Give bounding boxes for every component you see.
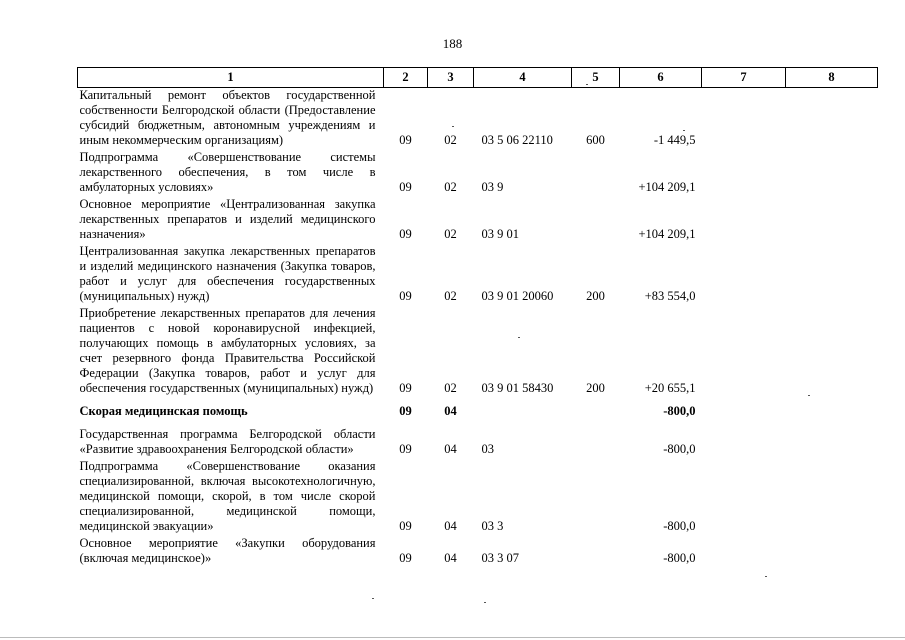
header-row — [78, 68, 878, 88]
scan-speck — [518, 337, 520, 338]
row-col7 — [702, 150, 786, 197]
row-subsection: 02 — [444, 289, 457, 303]
row-amount: +20 655,1 — [644, 381, 696, 395]
scan-speck — [484, 602, 486, 603]
scan-speck — [808, 395, 810, 396]
row-target-code: 03 — [481, 442, 494, 456]
table-row — [78, 197, 878, 244]
row-section: 09 — [399, 551, 412, 565]
row-subsection: 04 — [444, 404, 457, 418]
table-row — [78, 88, 878, 151]
row-subsection: 02 — [444, 381, 457, 395]
row-expense-type — [572, 197, 620, 244]
row-name: Капитальный ремонт объектов государственной собственности Белгородской области (Предоставление субсидий бюджетным, автономным учреждениям и иным некоммерческим организациям) — [79, 88, 376, 147]
row-col7 — [702, 459, 786, 536]
row-subsection: 04 — [444, 519, 457, 533]
scan-edge-line — [0, 637, 905, 638]
scan-speck — [452, 126, 454, 127]
row-col7 — [702, 197, 786, 244]
row-section: 09 — [399, 381, 412, 395]
col-header-4: 4 — [474, 68, 572, 88]
row-expense-type: 600 — [586, 133, 605, 147]
row-col8 — [786, 150, 878, 197]
row-target-code: 03 3 07 — [481, 551, 519, 565]
row-amount: +104 209,1 — [638, 180, 696, 194]
row-section: 09 — [399, 289, 412, 303]
scan-speck — [586, 84, 588, 85]
row-expense-type — [572, 459, 620, 536]
row-col7 — [702, 88, 786, 151]
row-col8 — [786, 197, 878, 244]
table-row-section-heading — [78, 398, 878, 421]
row-section: 09 — [399, 133, 412, 147]
col-header-5: 5 — [572, 68, 620, 88]
row-target-code: 03 3 — [481, 519, 504, 533]
row-target-code: 03 5 06 22110 — [481, 133, 553, 147]
row-col8 — [786, 536, 878, 568]
row-col8 — [786, 306, 878, 398]
table-row — [78, 306, 878, 398]
row-col7 — [702, 306, 786, 398]
row-col7 — [702, 398, 786, 421]
col-header-1: 1 — [78, 68, 384, 88]
row-amount: -800,0 — [663, 442, 696, 456]
row-section: 09 — [399, 227, 412, 241]
row-amount: -1 449,5 — [653, 133, 696, 147]
row-subsection: 02 — [444, 133, 457, 147]
row-name: Подпрограмма «Совершенствование оказания специализированной, включая высокотехнологичную, медицинской помощи, скорой, в том числе скорой специализированной, медицинской помощи, медицинской эвакуации» — [79, 459, 376, 533]
row-section: 09 — [399, 404, 412, 418]
row-section: 09 — [399, 519, 412, 533]
col-header-3: 3 — [428, 68, 474, 88]
scan-speck — [765, 576, 767, 577]
row-amount: -800,0 — [663, 404, 696, 418]
budget-table — [77, 67, 878, 568]
row-expense-type — [572, 150, 620, 197]
scan-speck — [372, 598, 374, 599]
row-name: Приобретение лекарственных препаратов для лечения пациентов с новой коронавирусной инфекцией, получающих помощь в амбулаторных условиях, за счет резервного фонда Правительства Российской Федерации (Закупка товаров, работ и услуг для обеспечения государственных (муниципальных) нужд) — [79, 306, 376, 395]
col-header-8: 8 — [786, 68, 878, 88]
row-name: Основное мероприятие «Централизованная закупка лекарственных препаратов и изделий медицинского назначения» — [79, 197, 376, 241]
row-col7 — [702, 536, 786, 568]
row-expense-type — [572, 421, 620, 459]
col-header-6: 6 — [620, 68, 702, 88]
row-expense-type: 200 — [586, 381, 605, 395]
row-name: Подпрограмма «Совершенствование системы лекарственного обеспечения, в том числе в амбулаторных условиях» — [79, 150, 376, 194]
row-col8 — [786, 244, 878, 306]
row-amount: +83 554,0 — [644, 289, 696, 303]
table-row — [78, 244, 878, 306]
row-name: Централизованная закупка лекарственных препаратов и изделий медицинского назначения (Закупка товаров, работ и услуг для обеспечения государственных (муниципальных) нужд) — [79, 244, 376, 303]
row-target-code — [474, 398, 572, 421]
row-subsection: 04 — [444, 442, 457, 456]
row-target-code: 03 9 01 58430 — [481, 381, 554, 395]
row-name: Основное мероприятие «Закупки оборудования (включая медицинское)» — [79, 536, 376, 565]
table-row — [78, 459, 878, 536]
row-section: 09 — [399, 442, 412, 456]
row-col8 — [786, 421, 878, 459]
row-col8 — [786, 398, 878, 421]
table-row — [78, 150, 878, 197]
table-row — [78, 421, 878, 459]
row-expense-type: 200 — [586, 289, 605, 303]
row-expense-type — [572, 536, 620, 568]
col-header-2: 2 — [384, 68, 428, 88]
row-name: Скорая медицинская помощь — [79, 404, 248, 418]
table-row — [78, 536, 878, 568]
row-target-code: 03 9 01 20060 — [481, 289, 554, 303]
row-subsection: 02 — [444, 227, 457, 241]
page-number: 188 — [442, 36, 463, 51]
row-col8 — [786, 459, 878, 536]
row-amount: -800,0 — [663, 519, 696, 533]
row-target-code: 03 9 01 — [481, 227, 519, 241]
row-amount: -800,0 — [663, 551, 696, 565]
scan-speck — [683, 130, 685, 131]
row-subsection: 04 — [444, 551, 457, 565]
row-col8 — [786, 88, 878, 151]
row-target-code: 03 9 — [481, 180, 504, 194]
row-col7 — [702, 421, 786, 459]
row-subsection: 02 — [444, 180, 457, 194]
row-amount: +104 209,1 — [638, 227, 696, 241]
row-col7 — [702, 244, 786, 306]
row-expense-type — [572, 398, 620, 421]
row-name: Государственная программа Белгородской области «Развитие здравоохранения Белгородской области» — [79, 427, 376, 456]
col-header-7: 7 — [702, 68, 786, 88]
row-section: 09 — [399, 180, 412, 194]
